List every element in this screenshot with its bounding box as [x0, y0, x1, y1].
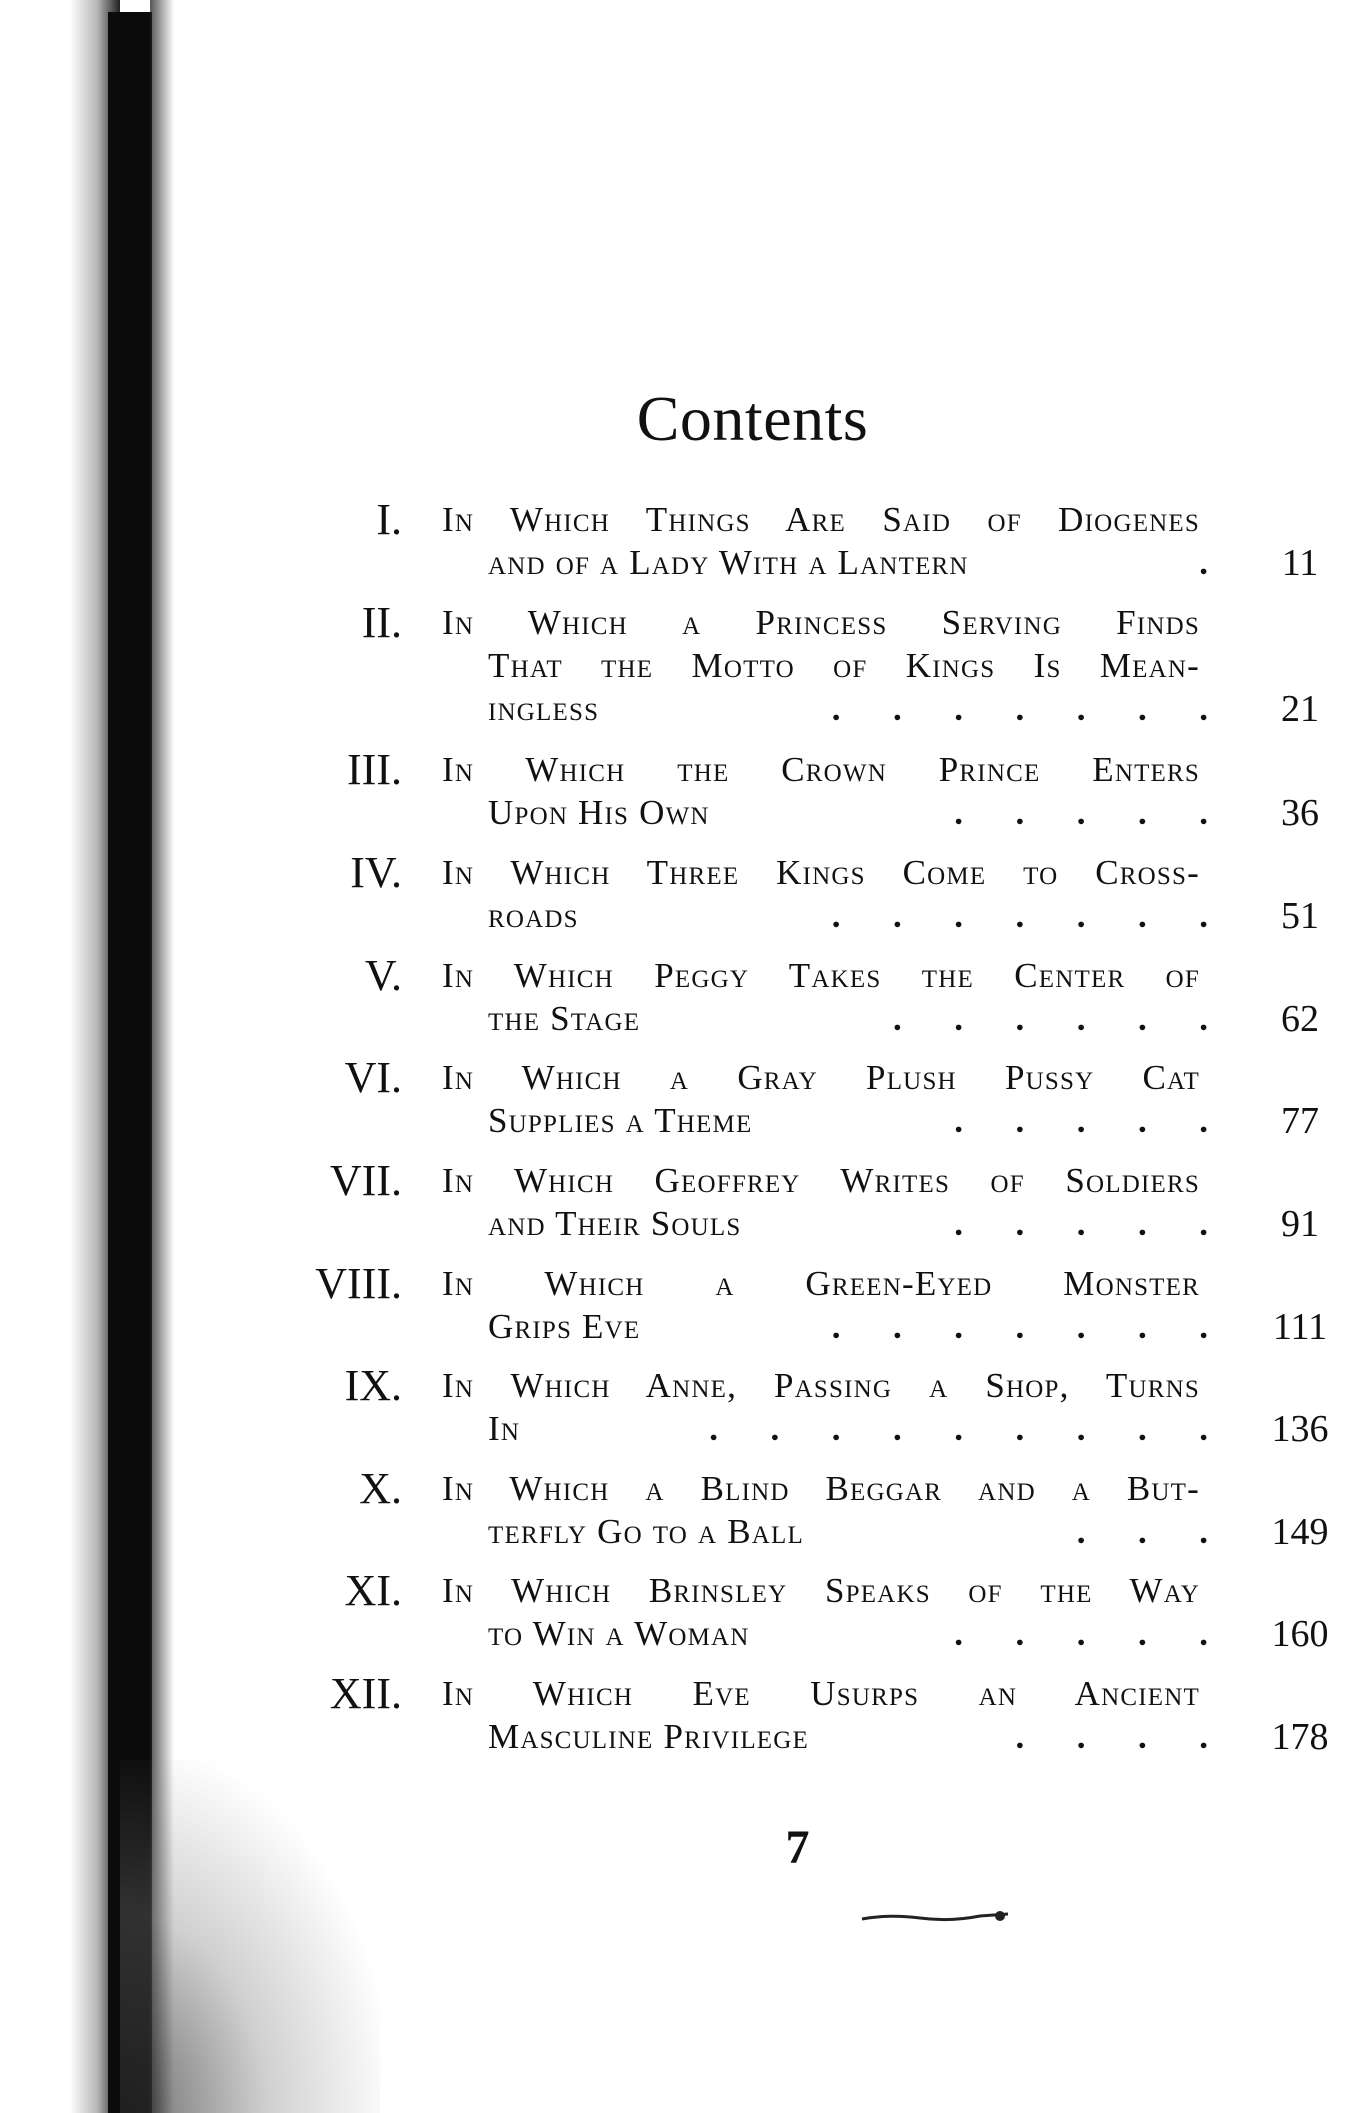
page-number: 7 — [785, 1821, 810, 1874]
chapter-title-line: to Win a Woman — [488, 1614, 750, 1653]
page-reference: 11 — [1281, 542, 1319, 584]
page-title: Contents — [636, 383, 869, 454]
chapter-numeral: II. — [361, 598, 402, 647]
page-reference: 178 — [1271, 1716, 1329, 1758]
dot-leader: . . . . . . . — [831, 689, 1208, 728]
page-reference: 77 — [1281, 1100, 1319, 1142]
chapter-numeral: XI. — [344, 1566, 402, 1615]
chapter-title-line: and Their Souls — [488, 1204, 742, 1243]
dot-leader: . . . . — [1006, 1717, 1208, 1756]
chapter-numeral: VII. — [329, 1156, 402, 1205]
chapter-title-line: the Stage — [488, 999, 641, 1038]
page-reference: 62 — [1281, 998, 1319, 1040]
chapter-numeral: III. — [347, 745, 402, 794]
chapter-numeral: VI. — [344, 1053, 402, 1102]
chapter-title-line: In Which a Princess Serving Finds — [442, 603, 1200, 642]
chapter-title-line: In Which Anne, Passing a Shop, Turns — [442, 1366, 1200, 1405]
dot-leader: . . . . . . . . . — [709, 1409, 1208, 1448]
chapter-numeral: VIII. — [315, 1259, 402, 1308]
chapter-title-line: Masculine Privilege — [488, 1717, 809, 1756]
binding-gutter-shadow — [0, 0, 190, 2113]
gutter-bottom-shadow — [120, 1760, 380, 2113]
chapter-title-line: In Which a Gray Plush Pussy Cat — [442, 1058, 1200, 1097]
chapter-numeral: IV. — [350, 848, 402, 897]
chapter-title-line: and of a Lady With a Lantern — [488, 543, 969, 582]
chapter-title-line: terfly Go to a Ball — [488, 1512, 804, 1551]
page-reference: 36 — [1281, 792, 1319, 834]
chapter-numeral: I. — [376, 495, 402, 544]
dot-leader: . . . . . . . — [831, 896, 1208, 935]
dot-leader: . . . . . . . — [823, 1307, 1208, 1346]
dot-leader: . . . . . — [954, 1101, 1208, 1140]
printer-ornament — [860, 1910, 1010, 1924]
chapter-title-line: In Which the Crown Prince Enters — [442, 750, 1200, 789]
dot-leader: . . . . . — [954, 1204, 1208, 1243]
chapter-title-line: In Which Things Are Said of Diogenes — [442, 500, 1200, 539]
chapter-title-line: ingless — [488, 689, 600, 728]
page-reference: 136 — [1271, 1408, 1329, 1450]
chapter-numeral: XII. — [329, 1669, 402, 1718]
chapter-title-line: In Which Peggy Takes the Center of — [442, 956, 1200, 995]
dot-leader: . . . . . . — [893, 999, 1208, 1038]
chapter-title-line: Upon His Own — [488, 793, 710, 832]
chapter-title-line: roads — [488, 896, 579, 935]
dot-leader: . — [1190, 543, 1208, 582]
dot-leader: . . . — [1076, 1512, 1208, 1551]
dot-leader: . . . . . — [945, 793, 1208, 832]
page-reference: 160 — [1271, 1613, 1329, 1655]
chapter-title-line: Grips Eve — [488, 1307, 641, 1346]
chapter-title-line: Supplies a Theme — [488, 1101, 753, 1140]
chapter-title-line: In Which Eve Usurps an Ancient — [442, 1674, 1200, 1713]
chapter-title-line: In Which Three Kings Come to Cross- — [442, 853, 1200, 892]
page-reference: 111 — [1272, 1306, 1328, 1348]
chapter-title-line: That the Motto of Kings Is Mean- — [488, 646, 1200, 685]
page-reference: 91 — [1281, 1203, 1319, 1245]
page-reference: 149 — [1271, 1511, 1329, 1553]
page-reference: 21 — [1281, 688, 1319, 730]
chapter-numeral: X. — [359, 1464, 402, 1513]
chapter-title-line: In Which Brinsley Speaks of the Way — [442, 1571, 1200, 1610]
chapter-title-line: In Which a Green-Eyed Monster — [442, 1264, 1200, 1303]
chapter-title-line: In Which Geoffrey Writes of Soldiers — [442, 1161, 1200, 1200]
chapter-title-line: In Which a Blind Beggar and a But- — [442, 1469, 1200, 1508]
chapter-numeral: IX. — [344, 1361, 402, 1410]
page-reference: 51 — [1281, 895, 1319, 937]
dot-leader: . . . . . — [954, 1614, 1208, 1653]
chapter-title-line: In — [488, 1409, 521, 1448]
chapter-numeral: V. — [364, 951, 402, 1000]
